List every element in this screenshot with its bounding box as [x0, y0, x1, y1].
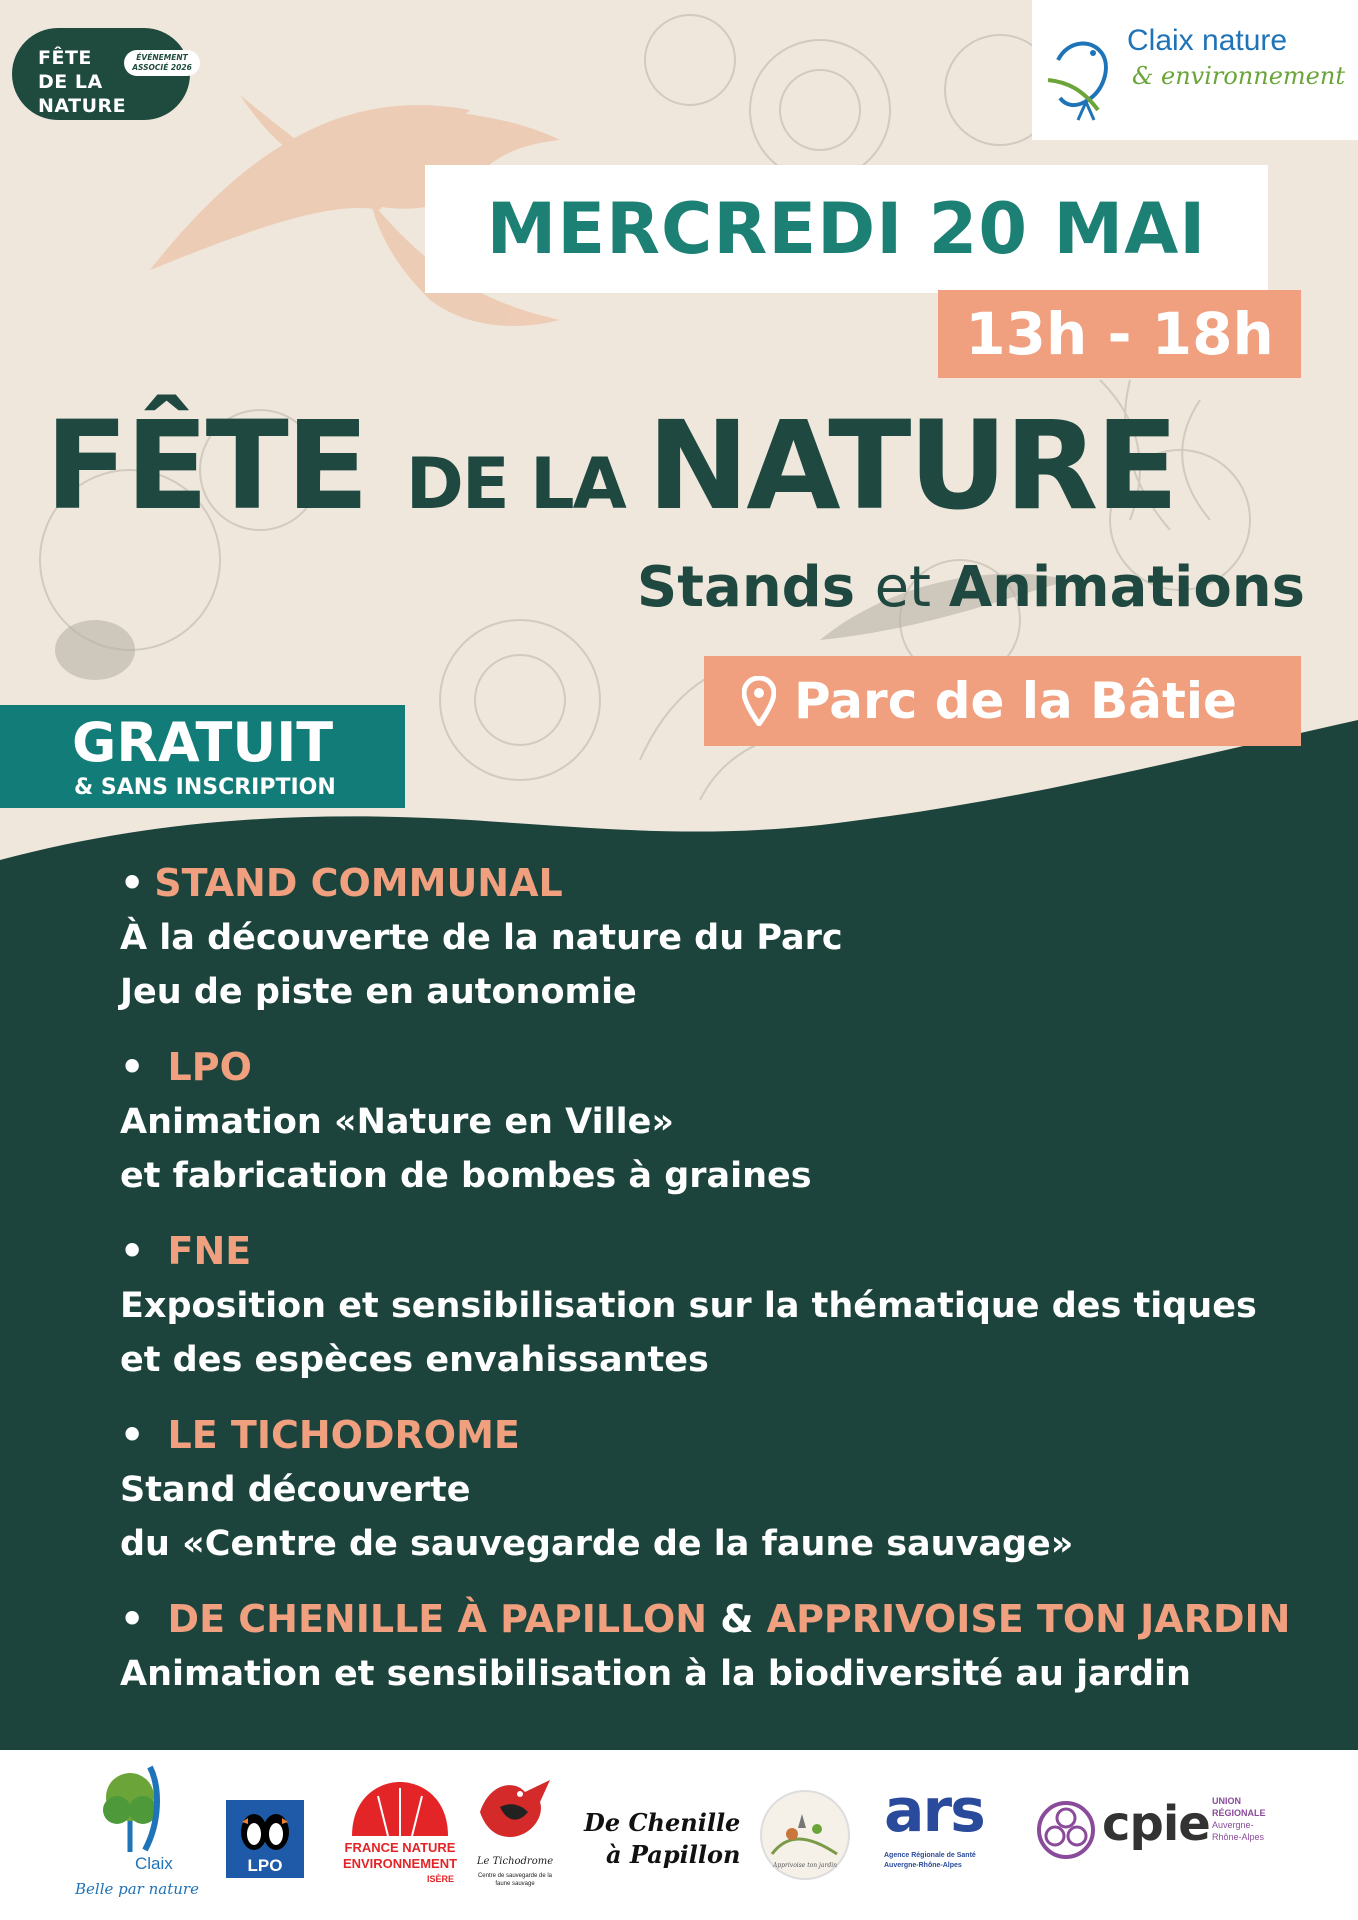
title-part-nature: NATURE	[647, 395, 1176, 537]
program-list	[120, 855, 1320, 1701]
cpie-sub-1: UNION	[1212, 1796, 1241, 1806]
claix-nature-logo	[1032, 0, 1358, 140]
subtitle	[440, 555, 1305, 620]
date-box	[425, 165, 1268, 293]
fete-de-la-nature-badge	[12, 28, 190, 120]
chenille-line2: à Papillon	[606, 1840, 741, 1869]
cpie-sub-3: Auvergne-	[1212, 1820, 1254, 1830]
bullet: •	[120, 1045, 145, 1089]
apprivoise-ton-jardin-logo	[760, 1790, 850, 1880]
program-item-title: STAND COMMUNAL	[154, 861, 563, 905]
wallcreeper-bird-icon	[470, 1772, 560, 1852]
ampersand: &	[720, 1597, 754, 1641]
event-date: MERCREDI 20 MAI	[486, 188, 1207, 270]
program-item	[120, 1223, 1320, 1387]
fne-logo	[338, 1778, 462, 1898]
partner-logos	[0, 1750, 1358, 1920]
free-label: GRATUIT	[72, 711, 334, 774]
program-item-line: Animation et sensibilisation à la biodiversité au jardin	[120, 1654, 1191, 1694]
de-chenille-a-papillon-logo	[578, 1808, 741, 1878]
bullet: •	[120, 1597, 145, 1641]
bullet: •	[120, 1229, 145, 1273]
bullet: •	[120, 1413, 145, 1457]
cpie-sub-2: RÉGIONALE	[1212, 1808, 1266, 1818]
free-entry-box	[0, 705, 405, 808]
program-item-line: et des espèces envahissantes	[120, 1340, 709, 1380]
program-item-title: APPRIVOISE TON JARDIN	[766, 1597, 1291, 1641]
no-registration-label: & SANS INSCRIPTION	[74, 775, 336, 800]
fne-line1: FRANCE NATURE	[344, 1840, 456, 1855]
location-text: Parc de la Bâtie	[794, 672, 1237, 730]
puffin-icon	[226, 1804, 304, 1854]
map-pin-icon	[742, 676, 776, 726]
program-item-line: et fabrication de bombes à graines	[120, 1156, 812, 1196]
cpie-logo	[1036, 1794, 1296, 1874]
lpo-name: LPO	[247, 1856, 283, 1875]
program-item-line: Animation «Nature en Ville»	[120, 1102, 674, 1142]
claix-town-logo	[75, 1762, 205, 1912]
bullet: •	[120, 861, 145, 905]
ars-subtitle-2: Auvergne-Rhône-Alpes	[884, 1862, 962, 1869]
cpie-sub-4: Rhône-Alpes	[1212, 1832, 1265, 1842]
fne-line3: ISÈRE	[426, 1874, 454, 1884]
event-time: 13h - 18h	[965, 300, 1274, 368]
tichodrome-name: Le Tichodrome	[476, 1856, 554, 1867]
fne-line2: ENVIRONNEMENT	[342, 1856, 458, 1871]
tichodrome-subtitle: Centre de sauvegarde de la faune sauvage	[477, 1873, 553, 1887]
program-item-line: À la découverte de la nature du Parc	[120, 918, 843, 958]
program-item	[120, 1591, 1320, 1701]
program-item-line: du «Centre de sauvegarde de la faune sauvage»	[120, 1524, 1074, 1564]
badge-title: FÊTE DE LA NATURE	[38, 47, 127, 117]
lpo-logo	[226, 1800, 304, 1878]
title-part-de-la: DE LA	[405, 443, 648, 525]
subtitle-part-et: et	[874, 555, 949, 620]
title-part-fete: FÊTE	[45, 395, 406, 537]
program-item-title: LE TICHODROME	[167, 1413, 520, 1457]
claix-town-tagline: Belle par nature	[75, 1880, 199, 1898]
chenille-line1: De Chenille	[584, 1808, 741, 1837]
program-item-line: Stand découverte	[120, 1470, 471, 1510]
cpie-name: cpie	[1102, 1796, 1210, 1852]
hedgehog-icon	[338, 1778, 462, 1838]
badge-tag: ÉVÉNEMENT ASSOCIÉ 2026	[124, 50, 200, 76]
program-item-title: DE CHENILLE À PAPILLON	[167, 1597, 708, 1641]
jardin-name: Apprivoise ton jardin	[773, 1862, 837, 1869]
time-box	[938, 290, 1301, 378]
tichodrome-logo	[470, 1772, 560, 1902]
subtitle-part-stands: Stands	[636, 555, 875, 620]
location-box	[704, 656, 1301, 746]
ars-name: ars	[884, 1776, 984, 1846]
program-item	[120, 1407, 1320, 1571]
claix-logo-subtitle: & environnement	[1132, 62, 1345, 90]
ars-logo	[884, 1776, 1004, 1880]
ars-subtitle-1: Agence Régionale de Santé	[884, 1852, 976, 1859]
claix-town-name: Claix	[135, 1854, 173, 1873]
program-item	[120, 855, 1320, 1019]
bird-icon	[1038, 20, 1124, 130]
claix-logo-name: Claix nature	[1127, 24, 1288, 57]
program-item-title: FNE	[167, 1229, 252, 1273]
subtitle-part-animations: Animations	[948, 555, 1305, 620]
cpie-flower-icon	[1036, 1800, 1096, 1860]
garden-icon	[762, 1804, 848, 1864]
tree-icon	[95, 1762, 165, 1852]
program-item-title: LPO	[167, 1045, 252, 1089]
program-item-line: Jeu de piste en autonomie	[120, 972, 637, 1012]
program-item	[120, 1039, 1320, 1203]
program-item-line: Exposition et sensibilisation sur la thématique des tiques	[120, 1286, 1257, 1326]
main-title	[45, 395, 1335, 565]
